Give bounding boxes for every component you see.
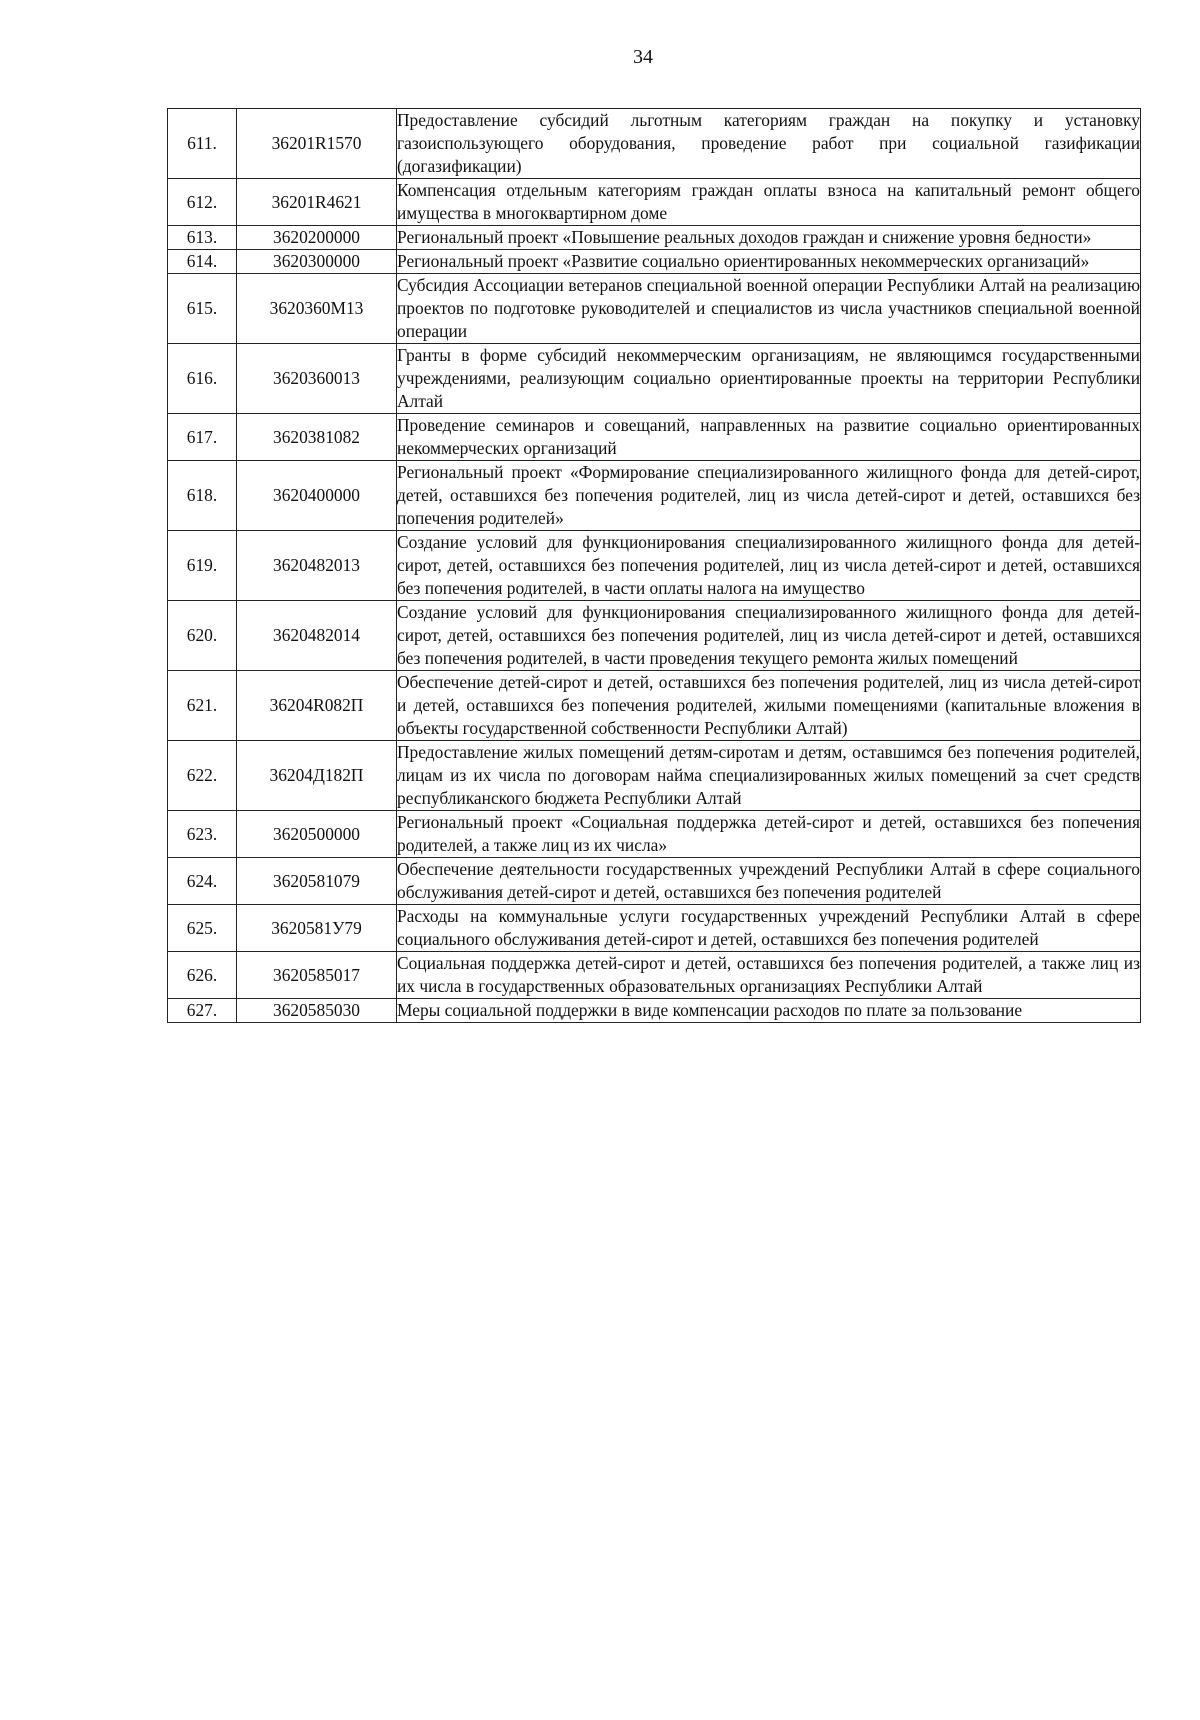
row-number: 614. [168,250,237,274]
table-row [168,601,1141,671]
table-row [168,952,1141,999]
expense-description: Региональный проект «Социальная поддержка детей-сирот и детей, оставшихся без попечения родителей, а также лиц из их числа» [397,812,1140,855]
table-row [168,999,1141,1023]
table-row [168,741,1141,811]
table-row [168,671,1141,741]
table-row [168,274,1141,344]
expense-description-cell [397,999,1141,1023]
expense-description: Обеспечение детей-сирот и детей, оставшихся без попечения родителей, лиц из числа детей-сирот и детей, оставшихся без попечения родителей, жилыми помещениями (капитальные вложения в объекты государственной собственности Республики Алтай) [397,672,1140,738]
expense-description-cell [397,601,1141,671]
table-row [168,461,1141,531]
expense-description-cell [397,226,1141,250]
expense-description-cell [397,179,1141,226]
row-number: 613. [168,226,237,250]
row-number: 624. [168,858,237,905]
expense-description: Гранты в форме субсидий некоммерческим организациям, не являющимся государственными учреждениями, реализующим социально ориентированные проекты на территории Республики Алтай [397,345,1140,411]
row-number: 612. [168,179,237,226]
row-number: 615. [168,274,237,344]
row-number: 627. [168,999,237,1023]
expense-description-cell [397,461,1141,531]
budget-code: 36204Д182П [237,741,397,811]
budget-code: 36204R082П [237,671,397,741]
expense-description: Компенсация отдельным категориям граждан оплаты взноса на капитальный ремонт общего имущества в многоквартирном доме [397,180,1140,223]
expense-description-cell [397,274,1141,344]
expense-description: Региональный проект «Развитие социально ориентированных некоммерческих организаций» [397,251,1090,271]
expense-description: Проведение семинаров и совещаний, направленных на развитие социально ориентированных некоммерческих организаций [397,415,1140,458]
row-number: 618. [168,461,237,531]
budget-code: 3620200000 [237,226,397,250]
expense-description: Предоставление субсидий льготным категориям граждан на покупку и установку газоиспользующего оборудования, проведение работ при социальной газификации (догазификации) [397,110,1140,176]
budget-code: 3620585030 [237,999,397,1023]
budget-code: 3620581079 [237,858,397,905]
expense-description-cell [397,414,1141,461]
table-row [168,531,1141,601]
expense-description-cell [397,671,1141,741]
budget-code: 3620360M13 [237,274,397,344]
budget-code: 3620585017 [237,952,397,999]
table-row [168,905,1141,952]
row-number: 619. [168,531,237,601]
table-row [168,858,1141,905]
expense-description-cell [397,952,1141,999]
expense-description: Обеспечение деятельности государственных учреждений Республики Алтай в сфере социального обслуживания детей-сирот и детей, оставшихся без попечения родителей [397,859,1140,902]
budget-code: 3620400000 [237,461,397,531]
expense-description-cell [397,109,1141,179]
expense-description: Региональный проект «Формирование специализированного жилищного фонда для детей-сирот, детей, оставшихся без попечения родителей, лиц из числа детей-сирот и детей, оставшихся без попечения родителей» [397,462,1140,528]
table-row [168,226,1141,250]
row-number: 617. [168,414,237,461]
row-number: 626. [168,952,237,999]
row-number: 621. [168,671,237,741]
budget-classification-table [167,108,1141,1023]
table-row [168,250,1141,274]
expense-description: Региональный проект «Повышение реальных доходов граждан и снижение уровня бедности» [397,227,1092,247]
table-row [168,344,1141,414]
budget-code: 3620482013 [237,531,397,601]
expense-description: Субсидия Ассоциации ветеранов специальной военной операции Республики Алтай на реализацию проектов по подготовке руководителей и специалистов из числа участников специальной военной операции [397,275,1140,341]
budget-code: 3620581У79 [237,905,397,952]
row-number: 616. [168,344,237,414]
expense-description: Меры социальной поддержки в виде компенсации расходов по плате за пользование [397,1000,1023,1020]
budget-code: 36201R1570 [237,109,397,179]
expense-description: Создание условий для функционирования специализированного жилищного фонда для детей-сирот, детей, оставшихся без попечения родителей, лиц из числа детей-сирот и детей, оставшихся без попечения родителей, в части проведения текущего ремонта жилых помещений [397,602,1140,668]
budget-code: 3620500000 [237,811,397,858]
expense-description: Создание условий для функционирования специализированного жилищного фонда для детей-сирот, детей, оставшихся без попечения родителей, лиц из числа детей-сирот и детей, оставшихся без попечения родителей, в части оплаты налога на имущество [397,532,1140,598]
expense-description-cell [397,741,1141,811]
table-row [168,109,1141,179]
table-row [168,811,1141,858]
page-number: 34 [633,46,653,68]
table-row [168,414,1141,461]
expense-description: Предоставление жилых помещений детям-сиротам и детям, оставшимся без попечения родителей, лицам из их числа по договорам найма специализированных жилых помещений за счет средств республиканского бюджета Республики Алтай [397,742,1140,808]
expense-description-cell [397,858,1141,905]
budget-code: 3620381082 [237,414,397,461]
budget-code: 3620482014 [237,601,397,671]
expense-description-cell [397,905,1141,952]
budget-code: 3620360013 [237,344,397,414]
budget-code: 3620300000 [237,250,397,274]
expense-description-cell [397,344,1141,414]
row-number: 622. [168,741,237,811]
expense-description-cell [397,531,1141,601]
expense-description-cell [397,811,1141,858]
row-number: 620. [168,601,237,671]
row-number: 623. [168,811,237,858]
budget-code: 36201R4621 [237,179,397,226]
expense-description: Расходы на коммунальные услуги государственных учреждений Республики Алтай в сфере социального обслуживания детей-сирот и детей, оставшихся без попечения родителей [397,906,1140,949]
row-number: 611. [168,109,237,179]
expense-description-cell [397,250,1141,274]
row-number: 625. [168,905,237,952]
table-row [168,179,1141,226]
expense-description: Социальная поддержка детей-сирот и детей, оставшихся без попечения родителей, а также лиц из их числа в государственных образовательных организациях Республики Алтай [397,953,1140,996]
